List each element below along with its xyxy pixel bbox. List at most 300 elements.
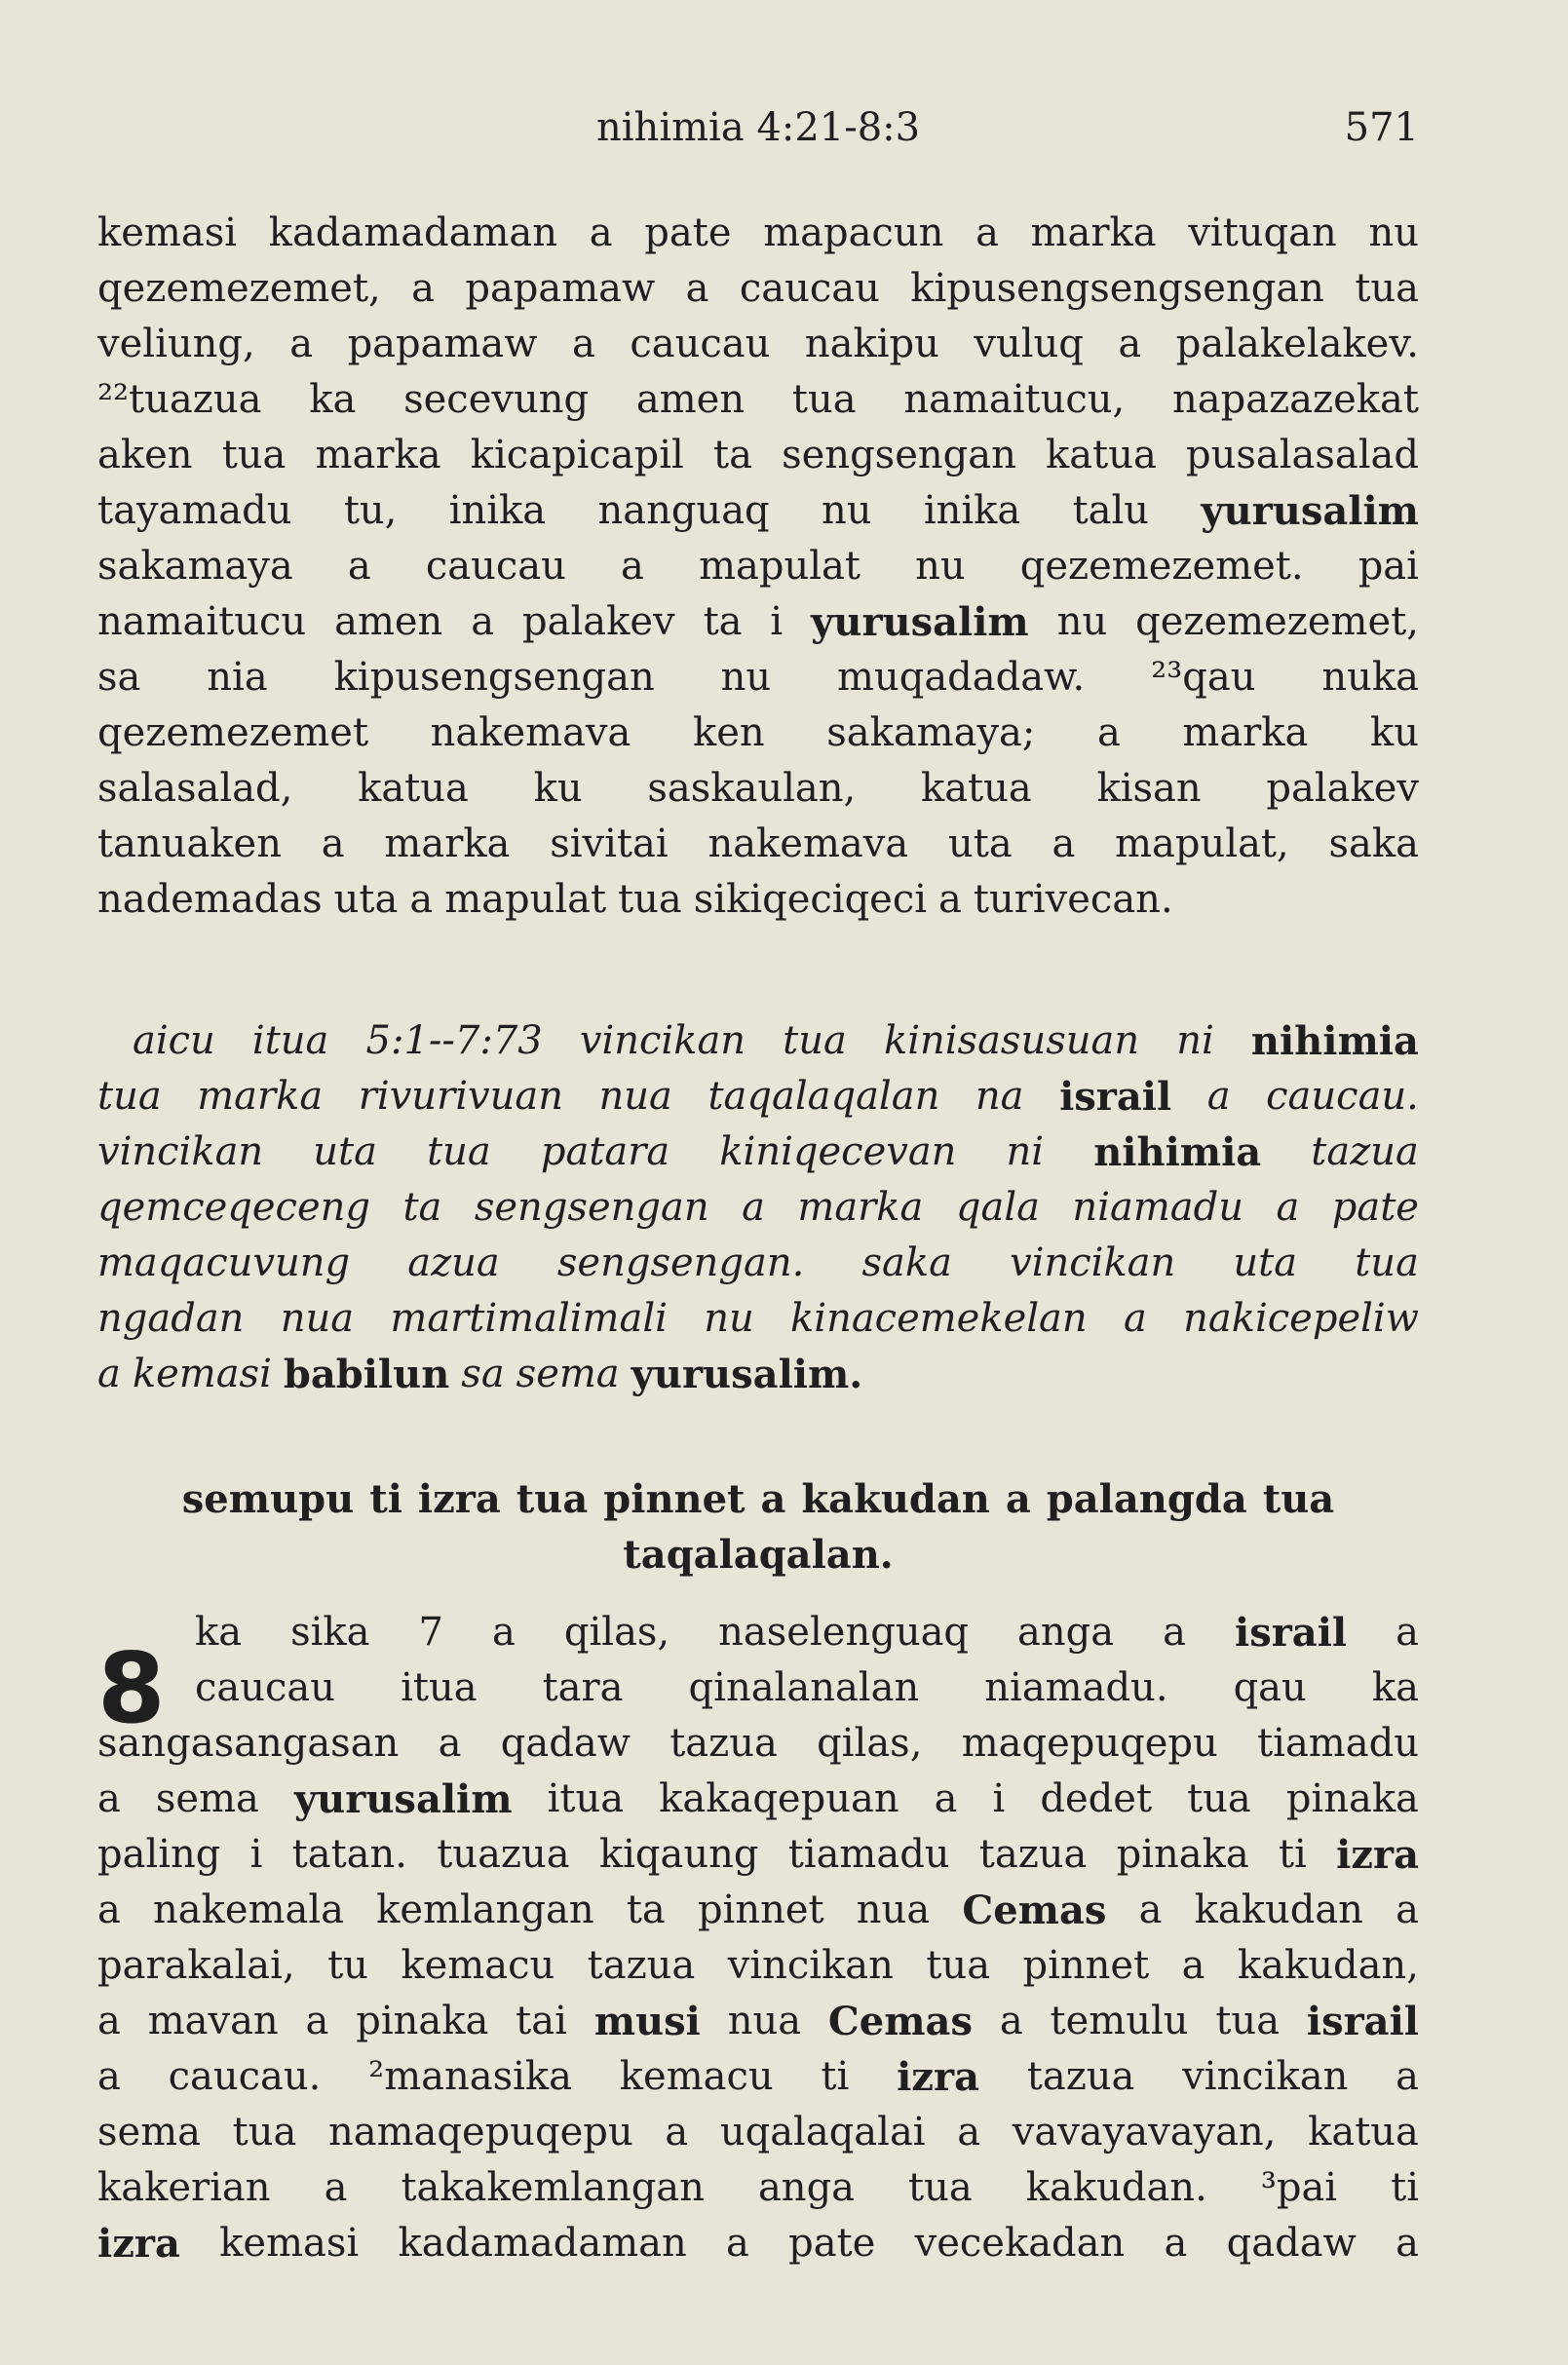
word: yurusalim <box>293 1776 513 1822</box>
word: tua <box>908 2165 973 2210</box>
word: marka <box>1182 710 1309 755</box>
word: a <box>1396 2221 1419 2266</box>
word: a <box>1164 2221 1188 2266</box>
word: tazua <box>1311 1129 1419 1174</box>
word: izra <box>897 2054 979 2100</box>
word: ka <box>309 377 357 422</box>
word: a <box>1138 1888 1163 1932</box>
word: ti <box>1278 1832 1307 1877</box>
word: caucau <box>425 544 566 589</box>
word: mapacun <box>763 210 944 255</box>
word: a <box>1396 1888 1419 1932</box>
word: qadaw <box>500 1721 631 1766</box>
word: muqadadaw. <box>837 655 1086 700</box>
word: uta <box>1233 1240 1298 1285</box>
word: palakelakev. <box>1175 322 1419 366</box>
word: palangda <box>1046 1476 1247 1522</box>
word: i <box>770 599 784 644</box>
word: parakalai, <box>97 1943 295 1988</box>
word: caucau <box>630 322 771 366</box>
word: papamaw <box>347 322 538 366</box>
verse-paragraph-1 <box>97 206 1419 928</box>
word: ti <box>1391 2165 1419 2210</box>
word: kipusengsengsengan <box>910 266 1324 311</box>
word: kakaqepuan <box>659 1776 899 1821</box>
word: qala <box>955 1185 1040 1230</box>
word: nua <box>856 1888 931 1932</box>
word: kemacu <box>401 1943 555 1988</box>
word: nakicepeliw <box>1183 1296 1419 1341</box>
word: a <box>1276 1185 1300 1230</box>
word: sakamaya; <box>826 710 1036 755</box>
word: saka <box>861 1240 952 1285</box>
word: a <box>1396 2054 1419 2099</box>
word: a <box>411 266 435 311</box>
word: nua <box>598 1074 672 1119</box>
text-line <box>97 1716 1419 1772</box>
word: amen <box>334 599 443 644</box>
text-line <box>97 1069 1419 1125</box>
word: tua <box>783 1018 847 1063</box>
word: qau <box>1233 1665 1307 1710</box>
word: pinnet <box>603 1476 746 1522</box>
word: anga <box>757 2165 856 2210</box>
word: nanguaq <box>597 488 770 533</box>
word: uta <box>333 877 399 922</box>
verse-paragraph-2 <box>97 1605 1419 2271</box>
word: nakemava <box>708 821 909 866</box>
word: na <box>975 1074 1024 1119</box>
word: vincikan <box>727 1943 894 1988</box>
word: vincikan <box>1182 2054 1349 2099</box>
word: azua <box>407 1240 500 1285</box>
word: napazazekat <box>1172 377 1419 422</box>
word: a <box>665 2110 689 2155</box>
text-line <box>97 1236 1419 1291</box>
word: a <box>347 544 371 589</box>
word: a <box>726 2221 749 2266</box>
word: uta <box>313 1129 377 1174</box>
word: israil <box>1059 1074 1172 1120</box>
word: tu <box>327 1943 368 1988</box>
word: a <box>492 1610 516 1655</box>
text-line <box>97 1827 1419 1883</box>
section-heading <box>97 1471 1419 1583</box>
word: tiamadu <box>787 1832 950 1877</box>
word: uqalaqalai <box>719 2110 926 2155</box>
word: a <box>409 877 434 922</box>
word: kemasi <box>132 1352 272 1396</box>
word: namaqepuqepu <box>327 2110 633 2155</box>
word: tazua <box>978 1832 1088 1877</box>
word: kicapicapil <box>470 433 684 477</box>
word: katua <box>920 766 1032 811</box>
text-line <box>97 1883 1419 1938</box>
text-line <box>97 2049 1419 2105</box>
word: a <box>321 821 345 866</box>
word: caucau. <box>1266 1074 1419 1119</box>
word: kinacemekelan <box>790 1296 1088 1341</box>
word: ka <box>195 1610 243 1655</box>
word: ²²tuazua <box>97 377 262 422</box>
word: tua <box>516 1476 589 1522</box>
word: ta <box>713 433 752 477</box>
word: naselenguaq <box>718 1610 970 1655</box>
word: a <box>621 544 644 589</box>
text-line <box>97 1013 1419 1069</box>
word: marka <box>384 821 511 866</box>
word: tazua <box>587 1943 696 1988</box>
text-line <box>97 872 1419 928</box>
word: inika <box>448 488 547 533</box>
word: sangasangasan <box>97 1721 400 1766</box>
word: dedet <box>1040 1776 1153 1821</box>
word: sengsengan. <box>556 1240 805 1285</box>
word: nihimia <box>1250 1018 1419 1064</box>
word: qezemezemet. <box>1019 544 1304 589</box>
word: takakemlangan <box>401 2165 705 2210</box>
word: vituqan <box>1188 210 1337 255</box>
text-line <box>97 1772 1419 1827</box>
word: taqalaqalan <box>708 1074 940 1119</box>
word: namaitucu <box>97 599 307 644</box>
word: amen <box>635 377 746 422</box>
word: vecekadan <box>914 2221 1126 2266</box>
text-line <box>97 1125 1419 1180</box>
text-line <box>97 483 1419 539</box>
word: tua <box>221 433 287 477</box>
word: sengsengan <box>474 1185 709 1230</box>
word: sema <box>155 1776 259 1821</box>
word: mavan <box>147 1999 279 2043</box>
word: a <box>1181 1943 1205 1988</box>
text-line <box>97 539 1419 594</box>
word: tua <box>232 2110 297 2155</box>
text-line <box>97 2105 1419 2160</box>
word: Cemas <box>962 1888 1107 1933</box>
word: nu <box>821 488 872 533</box>
word: tanuaken <box>97 821 282 866</box>
word: nua <box>280 1296 355 1341</box>
word: a <box>289 322 314 366</box>
word: sakamaya <box>97 544 293 589</box>
word: pinaka <box>1116 1832 1249 1877</box>
word: kemasi <box>219 2221 360 2266</box>
word: nia <box>207 655 268 700</box>
word: nu <box>704 1296 754 1341</box>
word: inika <box>923 488 1021 533</box>
word: a <box>1118 322 1142 366</box>
text-line <box>97 1938 1419 1994</box>
word: kipusengsengan <box>333 655 655 700</box>
word: tai <box>516 1999 567 2043</box>
word: mapulat <box>699 544 860 589</box>
word: pai <box>1358 544 1419 589</box>
word: saka <box>1328 821 1419 866</box>
text-line <box>97 1605 1419 1660</box>
word: ku <box>533 766 583 811</box>
text-line <box>97 1180 1419 1236</box>
word: 7 <box>418 1610 443 1655</box>
word: tua <box>1262 1476 1335 1522</box>
word: a <box>975 210 999 255</box>
word: kemasi <box>97 210 238 255</box>
word: a <box>589 210 613 255</box>
word: kakudan, <box>1237 1943 1419 1988</box>
text-line <box>97 594 1419 650</box>
word: qadaw <box>1226 2221 1357 2266</box>
word: niamadu <box>1072 1185 1243 1230</box>
text-line <box>97 1994 1419 2049</box>
text-line <box>97 1291 1419 1347</box>
word: a <box>760 1476 786 1522</box>
word: a <box>685 266 709 311</box>
word: ta <box>402 1185 442 1230</box>
word: vincikan <box>579 1018 746 1063</box>
word: caucau <box>195 1665 336 1710</box>
word: izra <box>1336 1832 1419 1878</box>
word: nu <box>1056 599 1108 644</box>
word: caucau <box>739 266 880 311</box>
word: caucau. <box>168 2054 322 2099</box>
word: itua <box>401 1665 478 1710</box>
word: a <box>305 1999 329 2043</box>
word: a <box>97 1352 121 1396</box>
word: sika <box>290 1610 370 1655</box>
word: aicu <box>133 1018 215 1063</box>
text-line <box>97 1471 1419 1527</box>
word: 5:1--7:73 <box>365 1018 543 1063</box>
word: tua <box>427 1129 491 1174</box>
word: yurusalim <box>1201 488 1419 534</box>
word: a <box>1123 1296 1147 1341</box>
text-line <box>97 1660 1419 1716</box>
word: israil <box>1306 1999 1419 2044</box>
word: tua <box>1215 1999 1281 2043</box>
word: tua <box>1355 1240 1419 1285</box>
word: uta <box>947 821 1013 866</box>
word: a <box>957 2110 981 2155</box>
word: pate <box>788 2221 876 2266</box>
text-line <box>97 817 1419 872</box>
page-number: 571 <box>1344 105 1419 150</box>
word: a <box>1005 1476 1031 1522</box>
page-header <box>97 105 1419 164</box>
text-line <box>97 372 1419 428</box>
word: kiniqecevan <box>719 1129 957 1174</box>
word: a <box>934 1776 958 1821</box>
word: nademadas <box>97 877 323 922</box>
word: sivitai <box>550 821 669 866</box>
word: tuazua <box>437 1832 570 1877</box>
word: nakemava <box>430 710 631 755</box>
word: tatan. <box>291 1832 407 1877</box>
word: vincikan <box>97 1129 264 1174</box>
word: semupu <box>181 1476 355 1522</box>
word: sa <box>461 1352 505 1396</box>
word: ti <box>369 1476 402 1522</box>
word: izra <box>417 1476 501 1522</box>
word: itua <box>251 1018 329 1063</box>
word: ku <box>1369 710 1419 755</box>
word: kemlangan <box>376 1888 594 1932</box>
word: i <box>992 1776 1006 1821</box>
word: a <box>1096 710 1121 755</box>
word: sa <box>97 655 141 700</box>
word: papamaw <box>465 266 656 311</box>
word: sema <box>97 2110 201 2155</box>
text-line <box>97 761 1419 817</box>
word: ti <box>821 2054 850 2099</box>
word: tua <box>618 877 682 922</box>
word: kadamadaman <box>268 210 558 255</box>
word: vincikan <box>1010 1240 1176 1285</box>
word: rivurivuan <box>358 1074 563 1119</box>
word: marka <box>315 433 441 477</box>
word: a <box>97 1999 121 2043</box>
word: katua <box>358 766 469 811</box>
word: a <box>1163 1610 1186 1655</box>
word: anga <box>1017 1610 1115 1655</box>
word: ta <box>703 599 743 644</box>
word: kakudan <box>1194 1888 1363 1932</box>
word: i <box>249 1832 263 1877</box>
chapter-number: 8 <box>97 1631 166 1745</box>
word: nakipu <box>804 322 939 366</box>
word: turivecan. <box>973 877 1173 922</box>
word: tua <box>1187 1776 1251 1821</box>
word: martimalimali <box>390 1296 668 1341</box>
word: aken <box>97 433 193 477</box>
word: pate <box>1331 1185 1419 1230</box>
word: mapulat <box>444 877 607 922</box>
running-title: nihimia 4:21-8:3 <box>596 105 921 150</box>
word: mapulat, <box>1115 821 1289 866</box>
word: ³pai <box>1260 2165 1338 2210</box>
word: saskaulan, <box>647 766 857 811</box>
word: a <box>571 322 595 366</box>
word: a <box>938 877 962 922</box>
word: qemceqeceng <box>97 1185 370 1230</box>
word: ken <box>692 710 765 755</box>
word: nuka <box>1321 655 1419 700</box>
word: tayamadu <box>97 488 292 533</box>
word: yurusalim. <box>631 1352 863 1397</box>
word: itua <box>547 1776 625 1821</box>
word: ngadan <box>97 1296 245 1341</box>
word: salasalad, <box>97 766 293 811</box>
word: qinalanalan <box>688 1665 920 1710</box>
word: temulu <box>1050 1999 1189 2043</box>
word: ka <box>1371 1665 1419 1710</box>
word: namaitucu, <box>903 377 1126 422</box>
word: niamadu. <box>984 1665 1168 1710</box>
word: qilas, <box>563 1610 670 1655</box>
word: palakev <box>1266 766 1419 811</box>
word: a <box>1052 821 1076 866</box>
word: nu <box>1368 210 1419 255</box>
word: qezemezemet, <box>1135 599 1419 644</box>
word: nu <box>915 544 966 589</box>
word: a <box>1206 1074 1231 1119</box>
word: sikiqeciqeci <box>693 877 928 922</box>
word: pusalasalad <box>1185 433 1419 477</box>
word: kakudan. <box>1025 2165 1207 2210</box>
word: maqepuqepu <box>961 1721 1218 1766</box>
word: vuluq <box>974 322 1084 366</box>
word: kisan <box>1096 766 1202 811</box>
word: nua <box>727 1999 802 2043</box>
summary-paragraph <box>97 1013 1419 1402</box>
word: a <box>97 2054 121 2099</box>
text-line <box>97 428 1419 483</box>
word: a <box>742 1185 765 1230</box>
word: vavayavayan, <box>1012 2110 1277 2155</box>
word: taqalaqalan. <box>623 1532 894 1578</box>
word: a <box>97 1776 121 1821</box>
word: kadamadaman <box>398 2221 687 2266</box>
word: a <box>324 2165 348 2210</box>
word: tiamadu <box>1257 1721 1419 1766</box>
word: tua <box>926 1943 991 1988</box>
word: pinnet <box>697 1888 824 1932</box>
word: a <box>999 1999 1023 2043</box>
word: palakev <box>522 599 675 644</box>
text-line <box>97 317 1419 372</box>
word: pinnet <box>1022 1943 1150 1988</box>
word: tara <box>542 1665 624 1710</box>
text-line <box>97 206 1419 261</box>
word: tazua <box>1026 2054 1135 2099</box>
word: pate <box>644 210 732 255</box>
word: nihimia <box>1093 1129 1262 1175</box>
word: ²manasika <box>368 2054 572 2099</box>
word: pinaka <box>1285 1776 1419 1821</box>
word: nu <box>720 655 772 700</box>
word: patara <box>540 1129 670 1174</box>
word: kemacu <box>619 2054 774 2099</box>
word: a <box>471 599 495 644</box>
word: a <box>438 1721 462 1766</box>
word: ²³qau <box>1151 655 1256 700</box>
text-line <box>97 1527 1419 1583</box>
word: yurusalim <box>811 599 1029 645</box>
word: nakemala <box>153 1888 344 1932</box>
word: tua <box>97 1074 162 1119</box>
word: tu, <box>343 488 398 533</box>
word: katua <box>1046 433 1157 477</box>
word: a <box>1396 1610 1419 1655</box>
text-line <box>97 2216 1419 2271</box>
word: tua <box>1355 266 1419 311</box>
word: sema <box>516 1352 620 1396</box>
word: tua <box>791 377 857 422</box>
word: israil <box>1235 1610 1348 1656</box>
word: paling <box>97 1832 221 1877</box>
word: tazua <box>669 1721 778 1766</box>
word: izra <box>97 2221 180 2267</box>
word: Cemas <box>827 1999 973 2044</box>
word: qezemezemet, <box>97 266 381 311</box>
word: musi <box>593 1999 701 2044</box>
word: kinisasusuan <box>883 1018 1140 1063</box>
word: marka <box>1030 210 1157 255</box>
word: a <box>97 1888 121 1932</box>
word: marka <box>197 1074 324 1119</box>
word: pinaka <box>356 1999 489 2043</box>
text-line <box>97 261 1419 317</box>
text-line <box>97 650 1419 706</box>
